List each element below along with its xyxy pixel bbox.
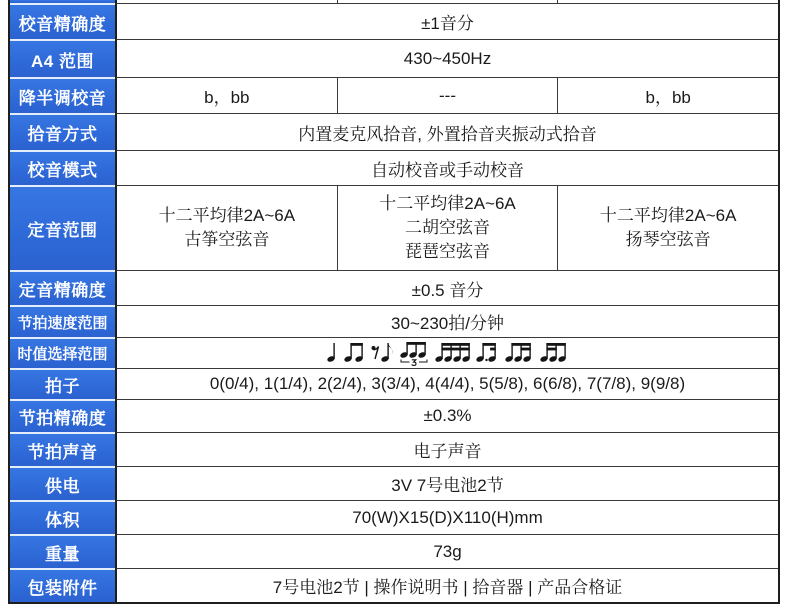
row-label: 供电 [10, 466, 115, 500]
row-label: 校音精确度 [10, 3, 115, 39]
row-flat-tuning [10, 77, 778, 113]
row-value: 内置麦克风拾音, 外置拾音夹振动式拾音 [115, 113, 778, 150]
row-value: ±0.5 音分 [115, 270, 778, 305]
note-value-icons [326, 340, 569, 366]
row-weight [10, 534, 778, 568]
row-package-contents [10, 568, 778, 602]
row-value: 0(0/4), 1(1/4), 2(2/4), 3(3/4), 4(4/4), 5(5/8), 6(6/8), 7(7/8), 9(9/8) [115, 368, 778, 399]
row-value [115, 77, 778, 113]
value-col-2: --- [337, 78, 558, 113]
row-label: 定音范围 [10, 185, 115, 270]
row-label: 降半调校音 [10, 77, 115, 113]
row-value: 30~230拍/分钟 [115, 305, 778, 337]
row-pitch-range [10, 185, 778, 270]
row-label: 节拍速度范围 [10, 305, 115, 337]
eighth-two-sixteenths-icon [504, 340, 534, 366]
row-label: A4 范围 [10, 39, 115, 77]
value-line: 扬琴空弦音 [625, 230, 711, 249]
row-tuning-accuracy [10, 3, 778, 39]
row-value: ±1音分 [115, 3, 778, 39]
row-value [115, 185, 778, 270]
row-pitch-accuracy [10, 270, 778, 305]
row-label: 包装附件 [10, 568, 115, 602]
row-pickup-method [10, 113, 778, 150]
value-line: 十二平均律2A~6A [379, 194, 516, 213]
beamed-sixteenth-notes-icon [434, 340, 470, 366]
row-label: 拍子 [10, 368, 115, 399]
row-value: 电子声音 [115, 432, 778, 466]
two-sixteenths-eighth-icon [539, 340, 569, 366]
row-value: 自动校音或手动校音 [115, 150, 778, 185]
row-label: 重量 [10, 534, 115, 568]
row-label: 定音精确度 [10, 270, 115, 305]
value-line: 二胡空弦音 [405, 218, 490, 237]
row-label: 体积 [10, 500, 115, 534]
row-label: 拾音方式 [10, 113, 115, 150]
row-value: 7号电池2节 | 操作说明书 | 拾音器 | 产品合格证 [115, 568, 778, 602]
eighth-rest-eighth-note-icon [370, 340, 394, 366]
beamed-eighth-notes-icon [343, 340, 365, 366]
row-note-value-range [10, 337, 778, 368]
dotted-eighth-sixteenth-icon [475, 340, 499, 366]
value-col-2 [337, 186, 558, 270]
row-power-supply [10, 466, 778, 500]
value-line: 琵琶空弦音 [405, 242, 490, 261]
row-value: 73g [115, 534, 778, 568]
row-label: 节拍精确度 [10, 399, 115, 432]
value-col-1 [117, 186, 337, 270]
value-col-3: b，bb [557, 78, 778, 113]
row-label: 节拍声音 [10, 432, 115, 466]
row-value: 70(W)X15(D)X110(H)mm [115, 500, 778, 534]
value-line: 十二平均律2A~6A [599, 206, 737, 225]
row-label: 时值选择范围 [10, 337, 115, 368]
row-label: 校音模式 [10, 150, 115, 185]
row-tempo-range [10, 305, 778, 337]
row-value: ±0.3% [115, 399, 778, 432]
value-col-1: b，bb [204, 88, 250, 107]
row-value: 3V 7号电池2节 [115, 466, 778, 500]
eighth-note-triplet-icon [399, 340, 429, 366]
row-beat-sound [10, 432, 778, 466]
value-line: 十二平均律2A~6A [158, 206, 296, 225]
value-col-3 [557, 186, 778, 270]
row-tuning-mode [10, 150, 778, 185]
row-time-signatures [10, 368, 778, 399]
row-value: 430~450Hz [115, 39, 778, 77]
spec-table [8, 0, 780, 604]
value-line: 古筝空弦音 [184, 230, 270, 249]
quarter-note-icon [326, 340, 338, 366]
row-value [115, 337, 778, 368]
row-a4-range [10, 39, 778, 77]
row-dimensions [10, 500, 778, 534]
row-tempo-accuracy [10, 399, 778, 432]
